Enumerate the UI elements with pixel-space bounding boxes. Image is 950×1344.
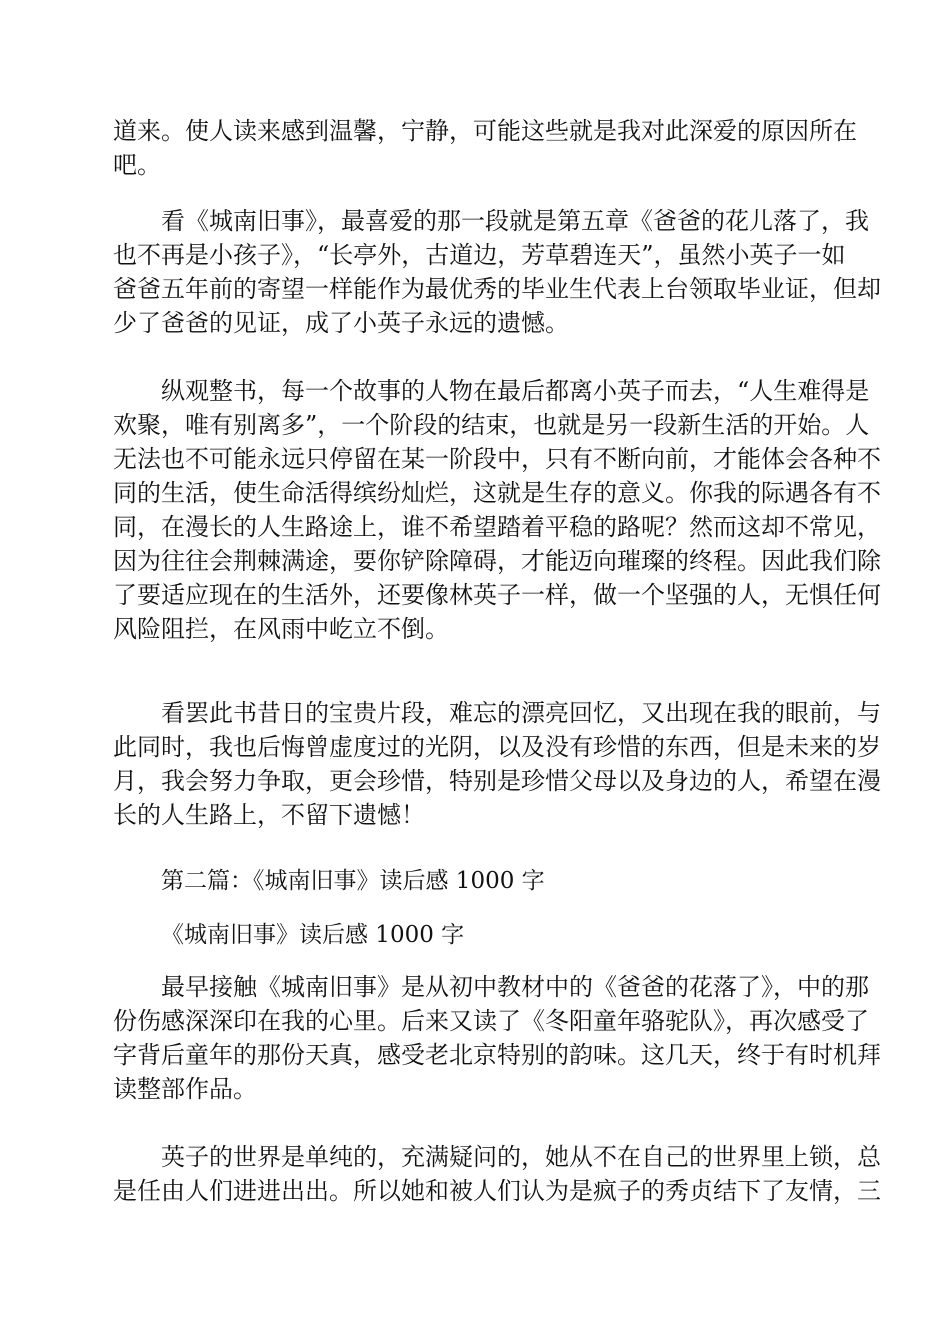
text-line: 少了爸爸的见证，成了小英子永远的遗憾。 — [113, 309, 569, 337]
text-line: 字背后童年的那份天真，感受老北京特别的韵味。这几天，终于有时机拜 — [113, 1041, 881, 1069]
text-line: 了要适应现在的生活外，还要像林英子一样，做一个坚强的人，无惧任何 — [113, 581, 881, 609]
text-line: 英子的世界是单纯的，充满疑问的，她从不在自己的世界里上锁，总 — [113, 1143, 881, 1171]
paragraph-chapter-five — [113, 204, 881, 340]
text-line: 吧。 — [113, 151, 161, 179]
paragraph-intro-continuation — [113, 114, 857, 182]
text-line: 最早接触《城南旧事》是从初中教材中的《爸爸的花落了》，中的那 — [113, 973, 869, 1001]
article-title: 《城南旧事》读后感 1000 字 — [161, 922, 465, 948]
text-line: 纵观整书，每一个故事的人物在最后都离小英子而去，“人生难得是 — [113, 377, 870, 405]
text-line: 此同时，我也后悔曾虚度过的光阴，以及没有珍惜的东西，但是未来的岁 — [113, 733, 881, 761]
text-line: 欢聚，唯有别离多”，一个阶段的结束，也就是另一段新生活的开始。人 — [113, 411, 870, 439]
text-line: 读整部作品。 — [113, 1075, 257, 1103]
text-line: 月，我会努力争取，更会珍惜，特别是珍惜父母以及身边的人，希望在漫 — [113, 767, 881, 795]
text-line: 因为往往会荆棘满途，要你铲除障碍，才能迈向璀璨的终程。因此我们除 — [113, 547, 881, 575]
text-line: 份伤感深深印在我的心里。后来又读了《冬阳童年骆驼队》，再次感受了 — [113, 1007, 869, 1035]
text-line: 长的人生路上，不留下遗憾！ — [113, 801, 425, 829]
paragraph-reflection — [113, 696, 881, 832]
text-line: 爸爸五年前的寄望一样能作为最优秀的毕业生代表上台领取毕业证，但却 — [113, 275, 881, 303]
section-heading: 第二篇：《城南旧事》读后感 1000 字 — [161, 868, 545, 894]
text-line: 同，在漫长的人生路途上，谁不希望踏着平稳的路呢？然而这却不常见， — [113, 513, 881, 541]
text-line: 看罢此书昔日的宝贵片段，难忘的漂亮回忆，又出现在我的眼前，与 — [113, 699, 881, 727]
text-line: 同的生活，使生命活得缤纷灿烂，这就是生存的意义。你我的际遇各有不 — [113, 479, 881, 507]
text-line: 也不再是小孩子》，“长亭外，古道边，芳草碧连天”，虽然小英子一如 — [113, 241, 846, 269]
text-line: 风险阻拦，在风雨中屹立不倒。 — [113, 615, 449, 643]
text-line: 道来。使人读来感到温馨，宁静，可能这些就是我对此深爱的原因所在 — [113, 117, 857, 145]
paragraph-first-contact — [113, 970, 881, 1106]
text-line: 看《城南旧事》，最喜爱的那一段就是第五章《爸爸的花儿落了，我 — [113, 207, 869, 235]
paragraph-yingzi-world — [113, 1140, 881, 1208]
text-line: 无法也不可能永远只停留在某一阶段中，只有不断向前，才能体会各种不 — [113, 445, 881, 473]
paragraph-overview — [113, 374, 881, 646]
text-line: 是任由人们进进出出。所以她和被人们认为是疯子的秀贞结下了友情，三 — [113, 1177, 881, 1205]
